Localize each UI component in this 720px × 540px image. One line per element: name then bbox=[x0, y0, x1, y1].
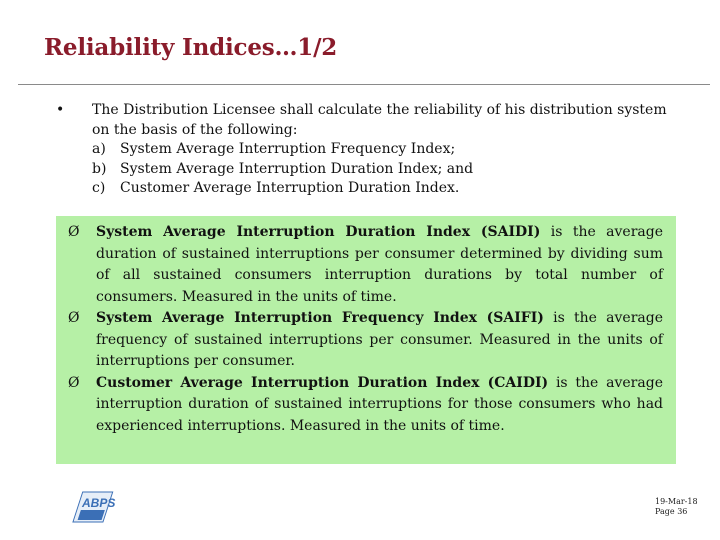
list-item bbox=[92, 140, 686, 160]
definition-text: is the average duration of sustained interruptions per consumer determined by dividing sum of all sustained consumers interruption durations by total number of consumers. Measured in the units of time. bbox=[96, 224, 663, 305]
definition-text: is the average interruption duration of sustained interruptions for those consumers who had experienced interruptions. Measured in the units of time. bbox=[96, 374, 663, 434]
footer-date: 19-Mar-18 bbox=[655, 497, 698, 506]
list-item bbox=[92, 160, 686, 180]
list-item-text: Customer Average Interruption Duration Index. bbox=[120, 180, 460, 196]
definition-saifi bbox=[68, 308, 663, 373]
bullet-marker: • bbox=[56, 102, 65, 118]
list-item-text: System Average Interruption Frequency Index; bbox=[120, 141, 456, 157]
definition-term: System Average Interruption Duration Index (SAIDI) bbox=[96, 224, 541, 240]
slide-title: Reliability Indices…1/2 bbox=[44, 34, 338, 61]
definition-term: System Average Interruption Frequency Index (SAIFI) bbox=[96, 310, 544, 326]
arrow-bullet-icon: Ø bbox=[68, 224, 80, 240]
title-divider bbox=[18, 84, 710, 85]
list-item-label: b) bbox=[92, 160, 107, 177]
definition-term: Customer Average Interruption Duration Index (CAIDI) bbox=[96, 374, 549, 391]
abps-logo bbox=[70, 488, 116, 528]
arrow-bullet-icon: Ø bbox=[68, 310, 80, 326]
list-item-label: c) bbox=[92, 180, 106, 196]
list-item-label: a) bbox=[92, 141, 106, 157]
intro-bullet-block bbox=[56, 101, 686, 199]
footer-page-number: Page 36 bbox=[655, 507, 688, 516]
slide-footer bbox=[655, 497, 698, 517]
definition-text: is the average frequency of sustained interruptions per consumer. Measured in the units of interruptions per consumer. bbox=[96, 310, 663, 369]
definition-saidi bbox=[68, 222, 663, 308]
list-item-text: System Average Interruption Duration Index; and bbox=[120, 160, 474, 177]
logo-text: ABPS bbox=[82, 496, 116, 510]
definition-caidi bbox=[68, 373, 663, 438]
arrow-bullet-icon: Ø bbox=[68, 374, 80, 391]
definitions-box bbox=[56, 216, 676, 464]
intro-paragraph: The Distribution Licensee shall calculate the reliability of his distribution system on the basis of the following: bbox=[92, 102, 667, 138]
list-item bbox=[92, 179, 686, 199]
intro-list bbox=[92, 140, 686, 199]
